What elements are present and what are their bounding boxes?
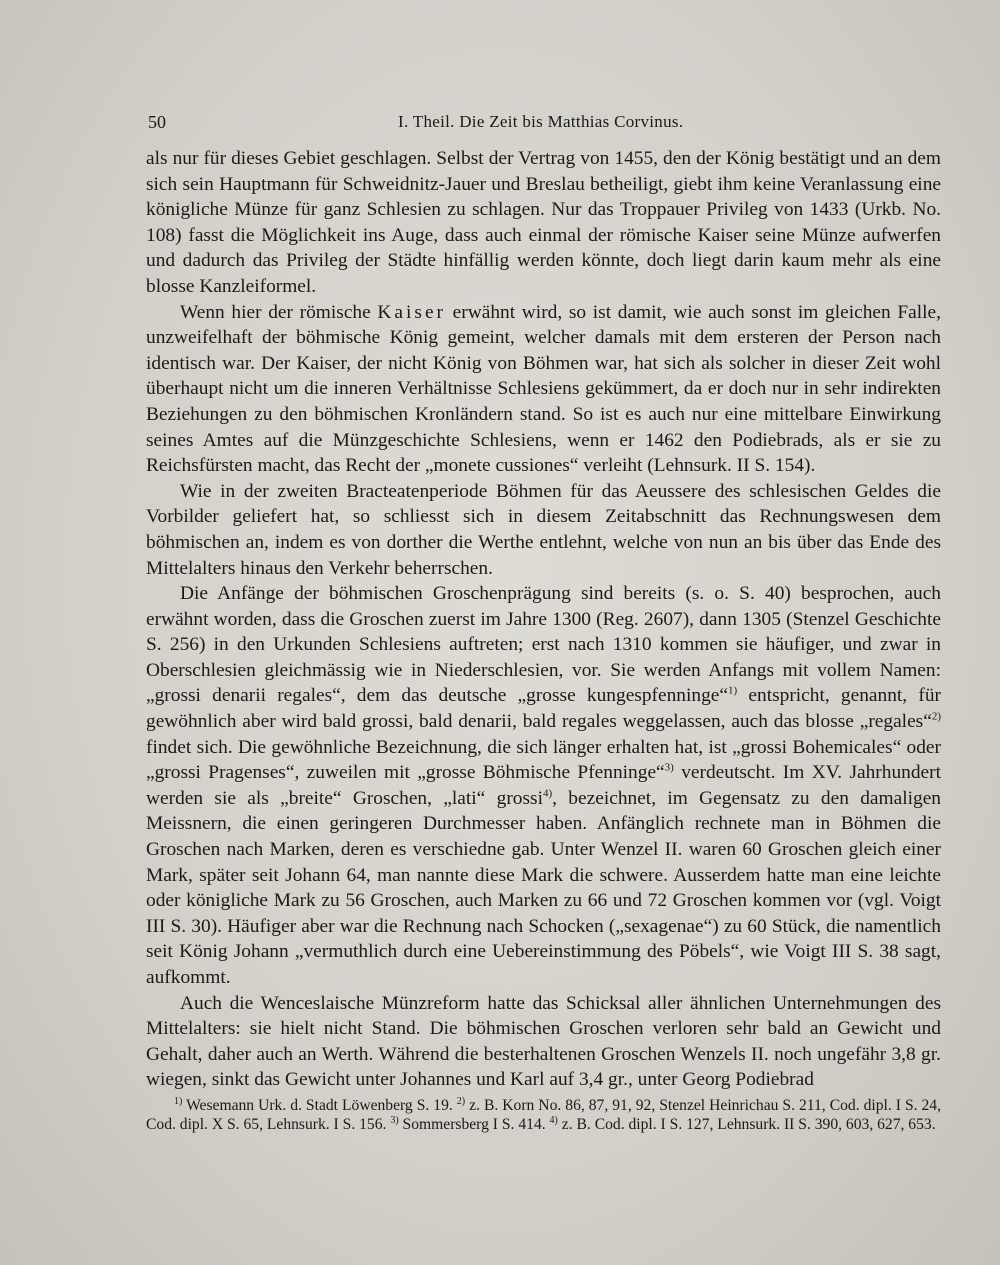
footnote-3-text: Sommersberg I S. 414.: [398, 1116, 550, 1133]
footnotes: [146, 1096, 941, 1134]
paragraph-4-text-e: , bezeichnet, im Gegensatz zu den damaligen Meissnern, die einen geringeren Durchmesser haben. Anfänglich rechnete man in Böhmen die Groschen nach Marken, deren es verschiedne gab. Unter Wenzel II. waren 60 Groschen gleich einer Mark, später seit Johann 64, man nannte diese Mark die schwere. Ausserdem hatte man eine leichte oder königliche Mark zu 56 Groschen, auch Marken zu 66 und 72 Groschen kommen vor (vgl. Voigt III S. 30). Häufiger aber war die Rechnung nach Schocken („sexagenae“) zu 60 Stück, die namentlich seit König Johann „vermuthlich durch eine Uebereinstimmung des Pöbels“, wie Voigt III S. 38 sagt, aufkommt.: [146, 787, 941, 988]
footnote-ref-4: 4): [542, 787, 553, 800]
footnote-ref-2: 2): [931, 710, 941, 723]
paragraph-3-text: Wie in der zweiten Bracteatenperiode Böhmen für das Aeussere des schlesischen Geldes die Vorbilder geliefert hat, so schliesst sich in diesem Zeitabschnitt das Rechnungswesen dem böhmischen an, indem es von dorther die Werthe entlehnt, welche von nun an bis über das Ende des Mittelalters hinaus den Verkehr beherrschen.: [146, 480, 941, 579]
footnote-block: [146, 1096, 941, 1134]
paragraph-5-text: Auch die Wenceslaische Münzreform hatte das Schicksal aller ähnlichen Unternehmungen des Mittelalters: sie hielt nicht Stand. Die böhmischen Groschen verloren sehr bald an Gewicht und Gehalt, daher auch an Werth. Während die besterhaltenen Groschen Wenzels II. noch ungefähr 3,8 gr. wiegen, sinkt das Gewicht unter Johannes und Karl auf 3,4 gr., unter Georg Podiebrad: [146, 992, 941, 1091]
page-number: 50: [148, 112, 166, 132]
running-title: I. Theil. Die Zeit bis Matthias Corvinus.: [398, 112, 684, 131]
footnote-ref-1: 1): [728, 685, 738, 697]
paragraph-4-text-a: Die Anfänge der böhmischen Groschenprägung sind bereits (s. o. S. 40) besprochen, auch erwähnt worden, dass die Groschen zuerst im Jahre 1300 (Reg. 2607), dann 1305 (Stenzel Geschichte S. 256) in den Urkunden Schlesiens auftreten; erst nach 1310 kommen sie häufiger, und zwar in Oberschlesien gleichmässig wie in Niederschlesien, vor. Sie werden Anfangs mit vollem Namen: „grossi denarii regales“, dem das deutsche „grosse kungespfenninge“: [146, 583, 941, 707]
paragraph-4-text-d: verdeutscht. Im XV. Jahrhundert werden sie als „breite“ Groschen, „lati“ grossi: [146, 762, 941, 809]
spaced-word-kaiser: Kaiser: [377, 301, 447, 323]
page-header: [148, 110, 940, 140]
paragraph-2: [146, 300, 941, 479]
paragraph-4-text-c: findet sich. Die gewöhnliche Bezeichnung, die sich länger erhalten hat, ist „grossi Bohemicales“ oder „grossi Pragenses“, zuweilen mit „grosse Böhmische Pfenninge“: [146, 736, 941, 784]
paragraph-3: [146, 479, 941, 581]
footnote-marker-4: 4): [549, 1114, 558, 1126]
paragraph-1-text: als nur für dieses Gebiet geschlagen. Selbst der Vertrag von 1455, den der König bestätigt und an dem sich sein Hauptmann für Schweidnitz-Jauer und Breslau betheiligt, giebt ihm keine Veranlassung eine königliche Münze für ganz Schlesien zu schlagen. Nur das Troppauer Privileg von 1433 (Urkb. No. 108) fasst die Möglichkeit ins Auge, dass auch einmal der römische Kaiser seine Münze aufwerfen und dadurch das Privileg der Städte hinfällig werden könnte, doch liegt darin kaum mehr als eine blosse Kanzleiformel.: [146, 148, 941, 297]
paragraph-5: [146, 991, 941, 1093]
footnote-marker-2: 2): [456, 1095, 466, 1107]
footnote-ref-3: 3): [664, 761, 674, 774]
footnote-marker-3: 3): [390, 1114, 399, 1126]
footnote-4-text: z. B. Cod. dipl. I S. 127, Lehnsurk. II S. 390, 603, 627, 653.: [557, 1116, 936, 1133]
paragraph-2-text-end: erwähnt wird, so ist damit, wie auch sonst im gleichen Falle, unzweifelhaft der böhmische König gemeint, welcher damals mit dem ersteren der Person nach identisch war. Der Kaiser, der nicht König von Böhmen war, hat sich als solcher in dieser Zeit wohl überhaupt nicht um die inneren Verhältnisse Schlesiens gekümmert, da er doch nur in sehr indirekten Beziehungen zu den böhmischen Kronländern stand. So ist es auch nur eine mittelbare Einwirkung seines Amtes auf die Münzgeschichte Schlesiens, wenn er 1462 den Podiebrads, als er sie zu Reichsfürsten macht, das Recht der „monete cussiones“ verleiht (Lehnsurk. II S. 154).: [146, 301, 941, 477]
paragraph-4: [146, 581, 941, 991]
paragraph-1: [146, 146, 941, 300]
paragraph-2-text-start: Wenn hier der römische: [180, 301, 378, 323]
paragraph-4-text-b: entspricht, genannt, für gewöhnlich aber wird bald grossi, bald denarii, bald regales weggelassen, auch das blosse „regales“: [146, 685, 941, 733]
body-text: [146, 146, 941, 1093]
footnote-2-text: z. B. Korn No. 86, 87, 91, 92, Stenzel Heinrichau S. 211, Cod. dipl. I S. 24, Cod. dipl. X S. 65, Lehnsurk. I S. 156.: [146, 1097, 942, 1133]
footnote-marker-1: 1): [174, 1095, 183, 1107]
footnote-1-text: Wesemann Urk. d. Stadt Löwenberg S. 19.: [182, 1097, 457, 1114]
